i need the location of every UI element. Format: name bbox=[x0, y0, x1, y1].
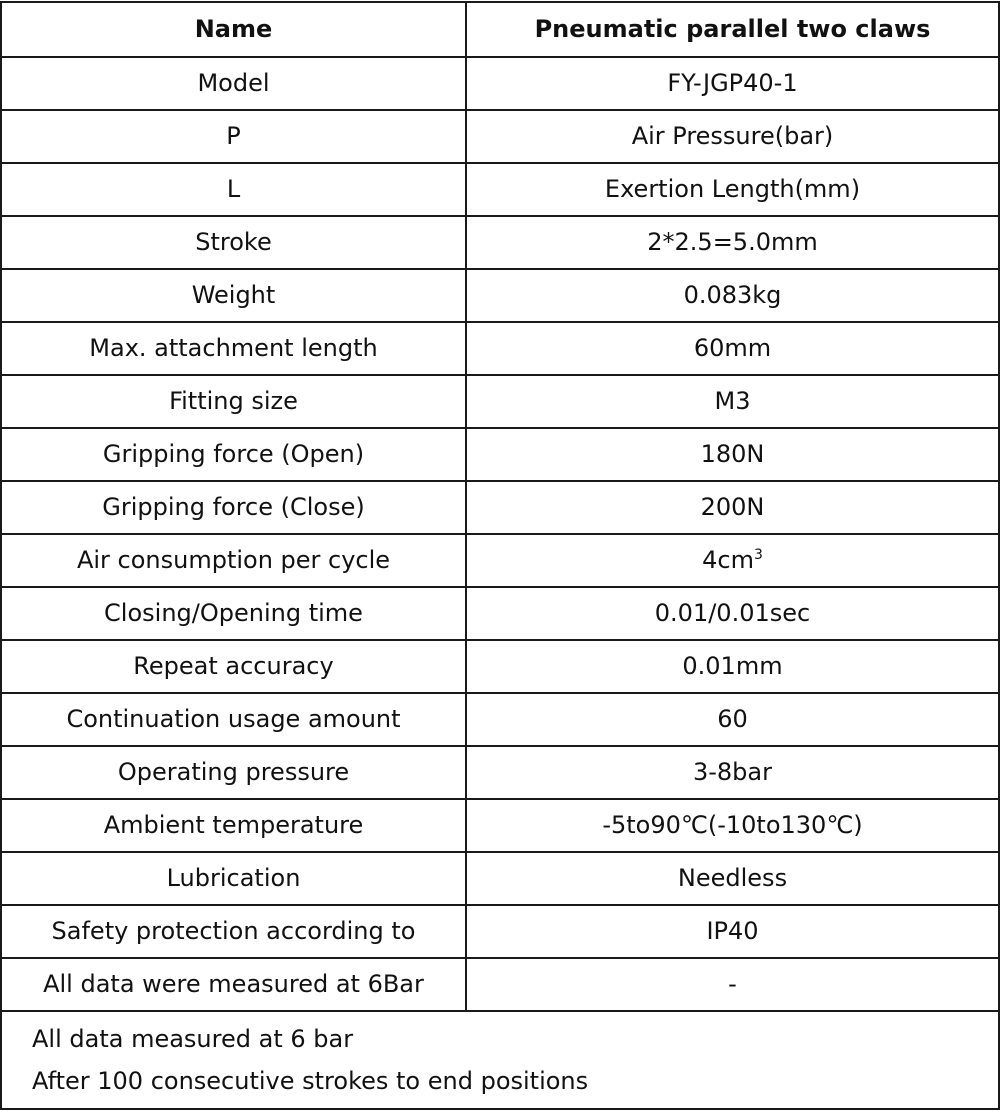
table-row bbox=[1, 216, 999, 269]
row-label: Ambient temperature bbox=[1, 799, 466, 852]
row-value: 0.01mm bbox=[466, 640, 999, 693]
table-row bbox=[1, 375, 999, 428]
table-header-row bbox=[1, 2, 999, 57]
table-row bbox=[1, 958, 999, 1011]
table-row bbox=[1, 110, 999, 163]
row-value: FY-JGP40-1 bbox=[466, 57, 999, 110]
row-value: 60mm bbox=[466, 322, 999, 375]
table-row bbox=[1, 481, 999, 534]
row-label: Continuation usage amount bbox=[1, 693, 466, 746]
row-label: Fitting size bbox=[1, 375, 466, 428]
row-value: Needless bbox=[466, 852, 999, 905]
table-row bbox=[1, 746, 999, 799]
row-label: Model bbox=[1, 57, 466, 110]
table-row bbox=[1, 799, 999, 852]
table-row bbox=[1, 587, 999, 640]
row-label: Weight bbox=[1, 269, 466, 322]
table-row bbox=[1, 905, 999, 958]
superscript: 3 bbox=[753, 547, 763, 564]
table-row bbox=[1, 269, 999, 322]
table-row bbox=[1, 693, 999, 746]
row-value: 200N bbox=[466, 481, 999, 534]
row-label: Safety protection according to bbox=[1, 905, 466, 958]
row-label: Gripping force (Open) bbox=[1, 428, 466, 481]
row-value: Air Pressure(bar) bbox=[466, 110, 999, 163]
row-label: Operating pressure bbox=[1, 746, 466, 799]
row-label: Stroke bbox=[1, 216, 466, 269]
row-value: - bbox=[466, 958, 999, 1011]
row-value: 2*2.5=5.0mm bbox=[466, 216, 999, 269]
row-value: -5to90℃(-10to130℃) bbox=[466, 799, 999, 852]
row-label: Lubrication bbox=[1, 852, 466, 905]
row-label: Repeat accuracy bbox=[1, 640, 466, 693]
spec-table bbox=[0, 1, 1000, 1110]
note-line: After 100 consecutive strokes to end positions bbox=[32, 1067, 589, 1095]
row-label: Closing/Opening time bbox=[1, 587, 466, 640]
table-row bbox=[1, 852, 999, 905]
table-row bbox=[1, 322, 999, 375]
row-label: P bbox=[1, 110, 466, 163]
notes-row bbox=[1, 1011, 999, 1109]
table-row bbox=[1, 57, 999, 110]
row-value: 60 bbox=[466, 693, 999, 746]
row-value: 4cm bbox=[702, 546, 754, 575]
row-value: 0.083kg bbox=[466, 269, 999, 322]
table-row bbox=[1, 534, 999, 587]
table-row bbox=[1, 640, 999, 693]
row-label: Gripping force (Close) bbox=[1, 481, 466, 534]
header-value: Pneumatic parallel two claws bbox=[466, 2, 999, 57]
row-value-with-superscript bbox=[466, 534, 999, 587]
row-label: All data were measured at 6Bar bbox=[1, 958, 466, 1011]
row-value: Exertion Length(mm) bbox=[466, 163, 999, 216]
row-value: 0.01/0.01sec bbox=[466, 587, 999, 640]
row-value: IP40 bbox=[466, 905, 999, 958]
table-row bbox=[1, 428, 999, 481]
row-value: 180N bbox=[466, 428, 999, 481]
notes-cell bbox=[1, 1011, 999, 1109]
row-label: Air consumption per cycle bbox=[1, 534, 466, 587]
row-value: 3-8bar bbox=[466, 746, 999, 799]
row-label: L bbox=[1, 163, 466, 216]
row-label: Max. attachment length bbox=[1, 322, 466, 375]
header-label: Name bbox=[1, 2, 466, 57]
note-line: All data measured at 6 bar bbox=[32, 1025, 354, 1053]
row-value: M3 bbox=[466, 375, 999, 428]
table-row bbox=[1, 163, 999, 216]
